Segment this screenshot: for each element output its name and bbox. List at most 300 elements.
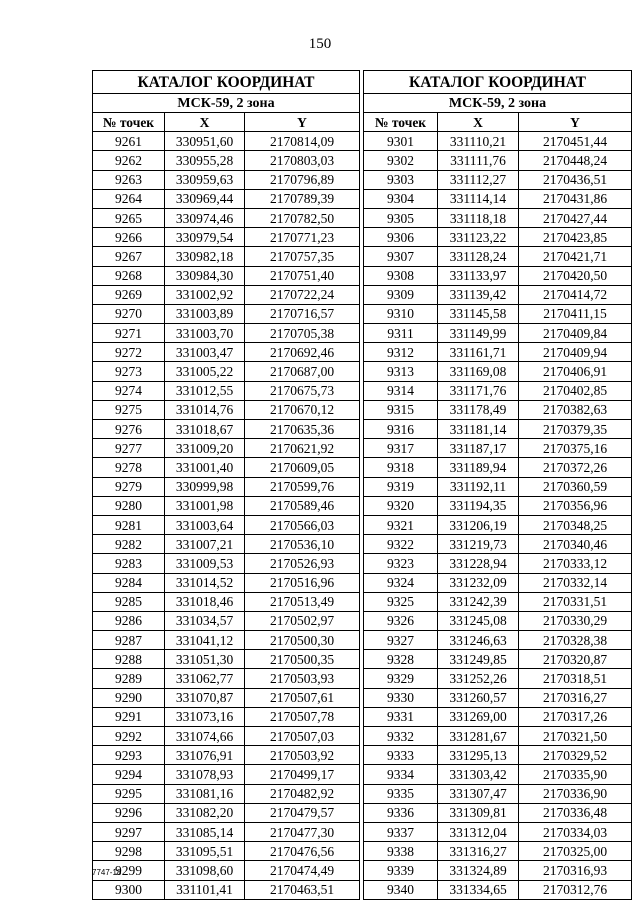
- point-number-cell: 9298: [93, 842, 165, 861]
- point-number-cell: 9289: [93, 669, 165, 688]
- table-row: [364, 247, 632, 266]
- y-coordinate-cell: 2170507,61: [245, 688, 360, 707]
- y-coordinate-cell: 2170757,35: [245, 247, 360, 266]
- table-row: [93, 420, 360, 439]
- point-number-cell: 9300: [93, 880, 165, 899]
- y-coordinate-cell: 2170513,49: [245, 592, 360, 611]
- table-row: [93, 573, 360, 592]
- x-coordinate-cell: 331003,70: [165, 324, 245, 343]
- x-coordinate-cell: 331161,71: [438, 343, 519, 362]
- x-coordinate-cell: 331001,40: [165, 458, 245, 477]
- y-coordinate-cell: 2170414,72: [519, 285, 632, 304]
- table-row: [93, 554, 360, 573]
- table-row: [364, 611, 632, 630]
- x-coordinate-cell: 331242,39: [438, 592, 519, 611]
- table-row: [364, 132, 632, 151]
- table-row: [364, 228, 632, 247]
- table-row: [364, 343, 632, 362]
- table-row: [93, 688, 360, 707]
- y-coordinate-cell: 2170482,92: [245, 784, 360, 803]
- table-row: [93, 496, 360, 515]
- table-row: [364, 631, 632, 650]
- table-row: [364, 803, 632, 822]
- y-coordinate-cell: 2170621,92: [245, 439, 360, 458]
- y-coordinate-cell: 2170705,38: [245, 324, 360, 343]
- point-number-cell: 9338: [364, 842, 438, 861]
- point-number-cell: 9302: [364, 151, 438, 170]
- point-number-cell: 9280: [93, 496, 165, 515]
- x-coordinate-cell: 331334,65: [438, 880, 519, 899]
- x-coordinate-cell: 331192,11: [438, 477, 519, 496]
- x-coordinate-cell: 331076,91: [165, 746, 245, 765]
- page-number: 150: [308, 36, 332, 52]
- table-row: [364, 880, 632, 899]
- point-number-cell: 9281: [93, 515, 165, 534]
- table-row: [364, 784, 632, 803]
- point-number-cell: 9331: [364, 707, 438, 726]
- y-coordinate-cell: 2170321,50: [519, 727, 632, 746]
- document-code: 7747-18: [92, 868, 122, 877]
- table-row: [364, 669, 632, 688]
- point-number-cell: 9310: [364, 304, 438, 323]
- point-number-cell: 9262: [93, 151, 165, 170]
- point-number-cell: 9277: [93, 439, 165, 458]
- x-coordinate-cell: 331228,94: [438, 554, 519, 573]
- table-row: [93, 247, 360, 266]
- table-row: [93, 343, 360, 362]
- x-coordinate-cell: 331118,18: [438, 208, 519, 227]
- y-coordinate-cell: 2170500,30: [245, 631, 360, 650]
- x-coordinate-cell: 331307,47: [438, 784, 519, 803]
- column-header-y: Y: [245, 113, 360, 132]
- point-number-cell: 9316: [364, 420, 438, 439]
- point-number-cell: 9327: [364, 631, 438, 650]
- y-coordinate-cell: 2170334,03: [519, 822, 632, 841]
- table-row: [364, 746, 632, 765]
- column-header-y: Y: [519, 113, 632, 132]
- point-number-cell: 9291: [93, 707, 165, 726]
- y-coordinate-cell: 2170329,52: [519, 746, 632, 765]
- table-row: [93, 880, 360, 899]
- point-number-cell: 9266: [93, 228, 165, 247]
- x-coordinate-cell: 331312,04: [438, 822, 519, 841]
- x-coordinate-cell: 331145,58: [438, 304, 519, 323]
- table-row: [364, 515, 632, 534]
- table-row: [364, 304, 632, 323]
- table-body: [93, 132, 360, 900]
- table-row: [93, 170, 360, 189]
- y-coordinate-cell: 2170670,12: [245, 400, 360, 419]
- coordinate-table-right: [363, 70, 632, 900]
- y-coordinate-cell: 2170536,10: [245, 535, 360, 554]
- x-coordinate-cell: 331051,30: [165, 650, 245, 669]
- x-coordinate-cell: 331014,76: [165, 400, 245, 419]
- y-coordinate-cell: 2170382,63: [519, 400, 632, 419]
- table-row: [364, 324, 632, 343]
- y-coordinate-cell: 2170331,51: [519, 592, 632, 611]
- x-coordinate-cell: 330982,18: [165, 247, 245, 266]
- point-number-cell: 9311: [364, 324, 438, 343]
- x-coordinate-cell: 331070,87: [165, 688, 245, 707]
- y-coordinate-cell: 2170609,05: [245, 458, 360, 477]
- point-number-cell: 9272: [93, 343, 165, 362]
- x-coordinate-cell: 330999,98: [165, 477, 245, 496]
- table-row: [93, 439, 360, 458]
- coordinate-system: МСК-59, 2 зона: [93, 94, 360, 113]
- x-coordinate-cell: 331085,14: [165, 822, 245, 841]
- point-number-cell: 9261: [93, 132, 165, 151]
- x-coordinate-cell: 331114,14: [438, 189, 519, 208]
- table-row: [93, 324, 360, 343]
- point-number-cell: 9314: [364, 381, 438, 400]
- y-coordinate-cell: 2170814,09: [245, 132, 360, 151]
- x-coordinate-cell: 331149,99: [438, 324, 519, 343]
- point-number-cell: 9337: [364, 822, 438, 841]
- table-row: [93, 458, 360, 477]
- x-coordinate-cell: 331189,94: [438, 458, 519, 477]
- table-row: [93, 400, 360, 419]
- x-coordinate-cell: 330984,30: [165, 266, 245, 285]
- coordinate-system: МСК-59, 2 зона: [364, 94, 632, 113]
- x-coordinate-cell: 331001,98: [165, 496, 245, 515]
- table-row: [93, 765, 360, 784]
- x-coordinate-cell: 331133,97: [438, 266, 519, 285]
- table-row: [93, 266, 360, 285]
- y-coordinate-cell: 2170340,46: [519, 535, 632, 554]
- y-coordinate-cell: 2170789,39: [245, 189, 360, 208]
- point-number-cell: 9339: [364, 861, 438, 880]
- point-number-cell: 9325: [364, 592, 438, 611]
- y-coordinate-cell: 2170463,51: [245, 880, 360, 899]
- x-coordinate-cell: 331178,49: [438, 400, 519, 419]
- point-number-cell: 9318: [364, 458, 438, 477]
- x-coordinate-cell: 331232,09: [438, 573, 519, 592]
- y-coordinate-cell: 2170507,78: [245, 707, 360, 726]
- x-coordinate-cell: 331018,67: [165, 420, 245, 439]
- point-number-cell: 9271: [93, 324, 165, 343]
- x-coordinate-cell: 331169,08: [438, 362, 519, 381]
- point-number-cell: 9303: [364, 170, 438, 189]
- column-header-point: № точек: [364, 113, 438, 132]
- x-coordinate-cell: 331206,19: [438, 515, 519, 534]
- y-coordinate-cell: 2170420,50: [519, 266, 632, 285]
- table-row: [364, 861, 632, 880]
- point-number-cell: 9273: [93, 362, 165, 381]
- table-row: [93, 285, 360, 304]
- x-coordinate-cell: 331171,76: [438, 381, 519, 400]
- table-row: [364, 420, 632, 439]
- x-coordinate-cell: 331095,51: [165, 842, 245, 861]
- y-coordinate-cell: 2170320,87: [519, 650, 632, 669]
- y-coordinate-cell: 2170332,14: [519, 573, 632, 592]
- table-row: [364, 266, 632, 285]
- point-number-cell: 9307: [364, 247, 438, 266]
- point-number-cell: 9335: [364, 784, 438, 803]
- point-number-cell: 9328: [364, 650, 438, 669]
- table-row: [93, 822, 360, 841]
- table-row: [93, 727, 360, 746]
- point-number-cell: 9276: [93, 420, 165, 439]
- y-coordinate-cell: 2170507,03: [245, 727, 360, 746]
- y-coordinate-cell: 2170312,76: [519, 880, 632, 899]
- point-number-cell: 9301: [364, 132, 438, 151]
- table-row: [364, 400, 632, 419]
- x-coordinate-cell: 330951,60: [165, 132, 245, 151]
- point-number-cell: 9287: [93, 631, 165, 650]
- x-coordinate-cell: 331316,27: [438, 842, 519, 861]
- y-coordinate-cell: 2170675,73: [245, 381, 360, 400]
- point-number-cell: 9333: [364, 746, 438, 765]
- x-coordinate-cell: 331003,89: [165, 304, 245, 323]
- y-coordinate-cell: 2170499,17: [245, 765, 360, 784]
- y-coordinate-cell: 2170751,40: [245, 266, 360, 285]
- coordinate-table-left: [92, 70, 360, 900]
- x-coordinate-cell: 331009,53: [165, 554, 245, 573]
- table-row: [93, 189, 360, 208]
- point-number-cell: 9295: [93, 784, 165, 803]
- table-row: [93, 746, 360, 765]
- y-coordinate-cell: 2170516,96: [245, 573, 360, 592]
- table-row: [93, 707, 360, 726]
- point-number-cell: 9319: [364, 477, 438, 496]
- y-coordinate-cell: 2170423,85: [519, 228, 632, 247]
- x-coordinate-cell: 331074,66: [165, 727, 245, 746]
- y-coordinate-cell: 2170431,86: [519, 189, 632, 208]
- x-coordinate-cell: 331324,89: [438, 861, 519, 880]
- table-row: [364, 439, 632, 458]
- table-row: [93, 535, 360, 554]
- x-coordinate-cell: 331269,00: [438, 707, 519, 726]
- table-body: [364, 132, 632, 900]
- point-number-cell: 9264: [93, 189, 165, 208]
- column-header-x: X: [165, 113, 245, 132]
- x-coordinate-cell: 331062,77: [165, 669, 245, 688]
- x-coordinate-cell: 331309,81: [438, 803, 519, 822]
- x-coordinate-cell: 331081,16: [165, 784, 245, 803]
- x-coordinate-cell: 331082,20: [165, 803, 245, 822]
- y-coordinate-cell: 2170479,57: [245, 803, 360, 822]
- table-row: [93, 669, 360, 688]
- point-number-cell: 9324: [364, 573, 438, 592]
- point-number-cell: 9313: [364, 362, 438, 381]
- point-number-cell: 9279: [93, 477, 165, 496]
- point-number-cell: 9323: [364, 554, 438, 573]
- column-header-point: № точек: [93, 113, 165, 132]
- x-coordinate-cell: 331260,57: [438, 688, 519, 707]
- point-number-cell: 9292: [93, 727, 165, 746]
- table-row: [364, 189, 632, 208]
- y-coordinate-cell: 2170335,90: [519, 765, 632, 784]
- y-coordinate-cell: 2170771,23: [245, 228, 360, 247]
- column-header-x: X: [438, 113, 519, 132]
- x-coordinate-cell: 331078,93: [165, 765, 245, 784]
- y-coordinate-cell: 2170336,48: [519, 803, 632, 822]
- table-row: [93, 861, 360, 880]
- y-coordinate-cell: 2170325,00: [519, 842, 632, 861]
- y-coordinate-cell: 2170635,36: [245, 420, 360, 439]
- point-number-cell: 9274: [93, 381, 165, 400]
- y-coordinate-cell: 2170477,30: [245, 822, 360, 841]
- x-coordinate-cell: 331003,64: [165, 515, 245, 534]
- table-row: [364, 573, 632, 592]
- x-coordinate-cell: 331005,22: [165, 362, 245, 381]
- table-row: [364, 822, 632, 841]
- point-number-cell: 9294: [93, 765, 165, 784]
- y-coordinate-cell: 2170500,35: [245, 650, 360, 669]
- point-number-cell: 9267: [93, 247, 165, 266]
- x-coordinate-cell: 331139,42: [438, 285, 519, 304]
- table-row: [364, 362, 632, 381]
- x-coordinate-cell: 331252,26: [438, 669, 519, 688]
- point-number-cell: 9270: [93, 304, 165, 323]
- point-number-cell: 9278: [93, 458, 165, 477]
- y-coordinate-cell: 2170503,92: [245, 746, 360, 765]
- y-coordinate-cell: 2170599,76: [245, 477, 360, 496]
- x-coordinate-cell: 331303,42: [438, 765, 519, 784]
- x-coordinate-cell: 331101,41: [165, 880, 245, 899]
- table-row: [364, 285, 632, 304]
- table-row: [364, 458, 632, 477]
- point-number-cell: 9297: [93, 822, 165, 841]
- x-coordinate-cell: 331003,47: [165, 343, 245, 362]
- y-coordinate-cell: 2170316,93: [519, 861, 632, 880]
- y-coordinate-cell: 2170402,85: [519, 381, 632, 400]
- point-number-cell: 9286: [93, 611, 165, 630]
- point-number-cell: 9288: [93, 650, 165, 669]
- point-number-cell: 9263: [93, 170, 165, 189]
- x-coordinate-cell: 331187,17: [438, 439, 519, 458]
- table-row: [93, 151, 360, 170]
- table-row: [93, 362, 360, 381]
- table-row: [364, 151, 632, 170]
- table-row: [364, 727, 632, 746]
- point-number-cell: 9293: [93, 746, 165, 765]
- table-row: [364, 535, 632, 554]
- x-coordinate-cell: 331194,35: [438, 496, 519, 515]
- y-coordinate-cell: 2170409,94: [519, 343, 632, 362]
- table-row: [364, 381, 632, 400]
- table-row: [93, 803, 360, 822]
- y-coordinate-cell: 2170411,15: [519, 304, 632, 323]
- x-coordinate-cell: 330955,28: [165, 151, 245, 170]
- point-number-cell: 9329: [364, 669, 438, 688]
- y-coordinate-cell: 2170348,25: [519, 515, 632, 534]
- x-coordinate-cell: 331018,46: [165, 592, 245, 611]
- point-number-cell: 9285: [93, 592, 165, 611]
- y-coordinate-cell: 2170589,46: [245, 496, 360, 515]
- y-coordinate-cell: 2170375,16: [519, 439, 632, 458]
- x-coordinate-cell: 331219,73: [438, 535, 519, 554]
- y-coordinate-cell: 2170406,91: [519, 362, 632, 381]
- x-coordinate-cell: 331007,21: [165, 535, 245, 554]
- y-coordinate-cell: 2170782,50: [245, 208, 360, 227]
- y-coordinate-cell: 2170566,03: [245, 515, 360, 534]
- x-coordinate-cell: 330959,63: [165, 170, 245, 189]
- x-coordinate-cell: 331002,92: [165, 285, 245, 304]
- x-coordinate-cell: 331014,52: [165, 573, 245, 592]
- y-coordinate-cell: 2170451,44: [519, 132, 632, 151]
- catalog-title: КАТАЛОГ КООРДИНАТ: [364, 71, 632, 94]
- point-number-cell: 9332: [364, 727, 438, 746]
- table-row: [364, 842, 632, 861]
- x-coordinate-cell: 331034,57: [165, 611, 245, 630]
- point-number-cell: 9320: [364, 496, 438, 515]
- y-coordinate-cell: 2170317,26: [519, 707, 632, 726]
- table-row: [93, 304, 360, 323]
- table-row: [364, 477, 632, 496]
- y-coordinate-cell: 2170448,24: [519, 151, 632, 170]
- y-coordinate-cell: 2170474,49: [245, 861, 360, 880]
- x-coordinate-cell: 330969,44: [165, 189, 245, 208]
- y-coordinate-cell: 2170687,00: [245, 362, 360, 381]
- catalog-title: КАТАЛОГ КООРДИНАТ: [93, 71, 360, 94]
- y-coordinate-cell: 2170356,96: [519, 496, 632, 515]
- point-number-cell: 9304: [364, 189, 438, 208]
- table-row: [93, 631, 360, 650]
- point-number-cell: 9284: [93, 573, 165, 592]
- point-number-cell: 9265: [93, 208, 165, 227]
- table-row: [364, 208, 632, 227]
- y-coordinate-cell: 2170436,51: [519, 170, 632, 189]
- x-coordinate-cell: 331181,14: [438, 420, 519, 439]
- point-number-cell: 9306: [364, 228, 438, 247]
- table-row: [364, 554, 632, 573]
- x-coordinate-cell: 331110,21: [438, 132, 519, 151]
- y-coordinate-cell: 2170328,38: [519, 631, 632, 650]
- y-coordinate-cell: 2170379,35: [519, 420, 632, 439]
- y-coordinate-cell: 2170330,29: [519, 611, 632, 630]
- table-row: [93, 592, 360, 611]
- x-coordinate-cell: 331098,60: [165, 861, 245, 880]
- point-number-cell: 9283: [93, 554, 165, 573]
- point-number-cell: 9275: [93, 400, 165, 419]
- point-number-cell: 9336: [364, 803, 438, 822]
- y-coordinate-cell: 2170722,24: [245, 285, 360, 304]
- y-coordinate-cell: 2170409,84: [519, 324, 632, 343]
- table-row: [93, 132, 360, 151]
- y-coordinate-cell: 2170526,93: [245, 554, 360, 573]
- point-number-cell: 9334: [364, 765, 438, 784]
- x-coordinate-cell: 331041,12: [165, 631, 245, 650]
- table-row: [93, 515, 360, 534]
- table-row: [364, 707, 632, 726]
- y-coordinate-cell: 2170421,71: [519, 247, 632, 266]
- point-number-cell: 9315: [364, 400, 438, 419]
- table-row: [93, 611, 360, 630]
- y-coordinate-cell: 2170318,51: [519, 669, 632, 688]
- x-coordinate-cell: 331246,63: [438, 631, 519, 650]
- point-number-cell: 9312: [364, 343, 438, 362]
- table-row: [364, 496, 632, 515]
- y-coordinate-cell: 2170427,44: [519, 208, 632, 227]
- point-number-cell: 9326: [364, 611, 438, 630]
- y-coordinate-cell: 2170503,93: [245, 669, 360, 688]
- point-number-cell: 9305: [364, 208, 438, 227]
- table-row: [93, 842, 360, 861]
- point-number-cell: 9330: [364, 688, 438, 707]
- table-row: [93, 228, 360, 247]
- point-number-cell: 9309: [364, 285, 438, 304]
- y-coordinate-cell: 2170372,26: [519, 458, 632, 477]
- x-coordinate-cell: 331009,20: [165, 439, 245, 458]
- table-row: [364, 765, 632, 784]
- point-number-cell: 9282: [93, 535, 165, 554]
- table-row: [93, 381, 360, 400]
- point-number-cell: 9322: [364, 535, 438, 554]
- x-coordinate-cell: 331123,22: [438, 228, 519, 247]
- y-coordinate-cell: 2170316,27: [519, 688, 632, 707]
- y-coordinate-cell: 2170336,90: [519, 784, 632, 803]
